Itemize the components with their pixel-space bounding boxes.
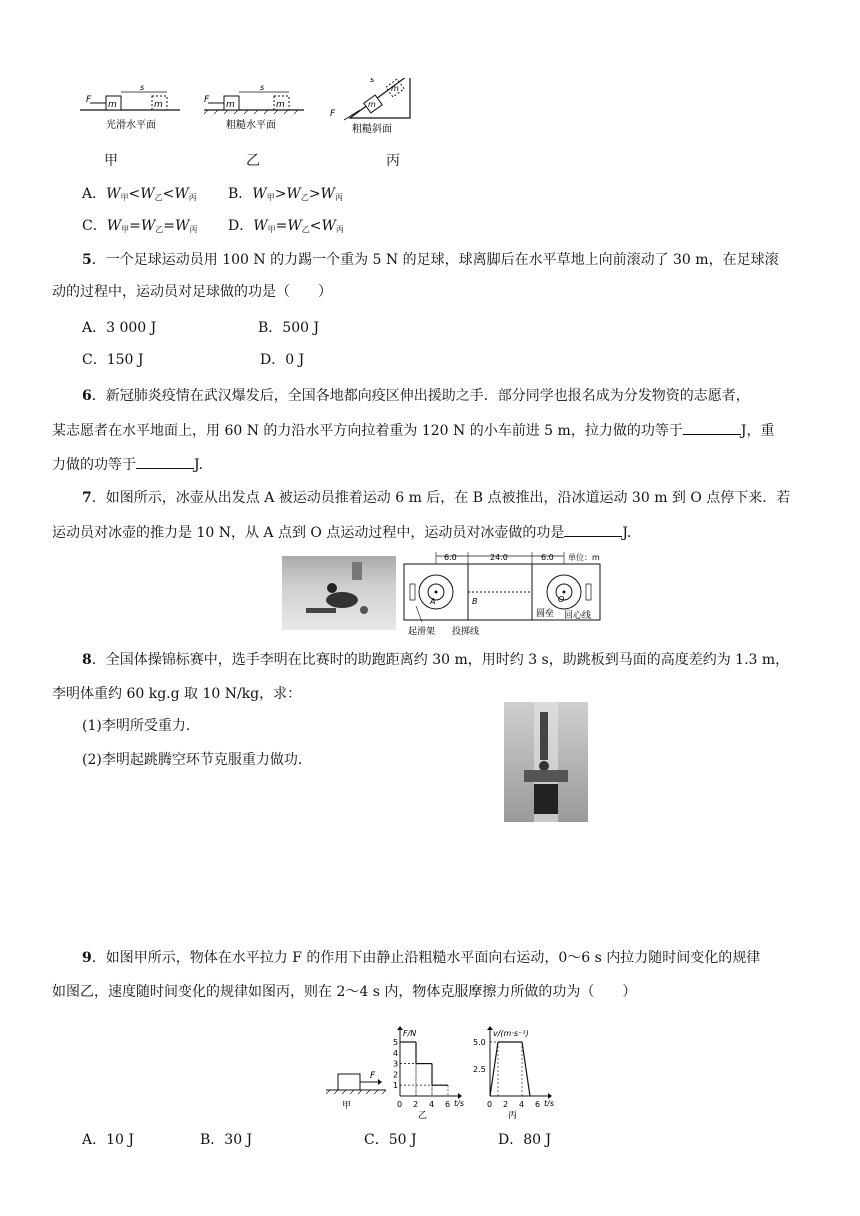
x-tick-label: 0 <box>487 1100 493 1109</box>
q9-velocity-chart <box>468 1012 564 1122</box>
q9-option-d[interactable]: D．80 J <box>498 1132 552 1148</box>
svg-text:s: s <box>260 83 265 92</box>
svg-text:m: m <box>391 84 399 93</box>
svg-text:m: m <box>154 100 163 110</box>
x-axis-label: t/s <box>454 1099 464 1108</box>
svg-text:O: O <box>558 595 565 604</box>
svg-text:投掷线: 投掷线 <box>452 627 480 636</box>
q6-stem-line1: 6．新冠肺炎疫情在武汉爆发后，全国各地都向疫区伸出援助之手．部分同学也报名成为分发物资的志愿者， <box>82 388 750 404</box>
curling-lane-diagram <box>402 550 662 636</box>
q8-stem-line1: 8．全国体操锦标赛中，选手李明在比赛时的助跑距离约 30 m，用时约 3 s，助跳板到马面的高度差约为 1.3 m， <box>82 652 790 668</box>
q4-option-d[interactable]: D．$W_甲=W_乙<W_丙$ <box>228 218 344 234</box>
svg-text:甲: 甲 <box>342 1101 352 1111</box>
svg-text:m: m <box>368 100 376 109</box>
series-segment <box>490 1042 498 1096</box>
svg-text:圆垒: 圆垒 <box>536 609 555 619</box>
x-tick-label: 4 <box>429 1100 435 1109</box>
y-tick-label: 1 <box>393 1081 399 1091</box>
gymnast-photo <box>504 702 588 822</box>
curling-photo <box>282 556 396 630</box>
curling-athlete-image <box>282 556 396 630</box>
q9-option-b[interactable]: B．30 J <box>200 1132 253 1148</box>
q6-stem-line2: 某志愿者在水平地面上，用 60 N 的力沿水平方向拉着重为 120 N 的小车前进 5 m，拉力做的功等于 J，重 <box>52 420 812 441</box>
q8-stem-line2: 李明体重约 60 kg.g 取 10 N/kg，求： <box>52 686 302 702</box>
q5-stem-line2: 动的过程中，运动员对足球做的功是（ ） <box>52 284 332 300</box>
q4-option-a[interactable]: A．$W_甲<W_乙<W_丙$ <box>82 186 197 202</box>
q7-blank[interactable] <box>564 522 622 537</box>
q9-force-chart <box>386 1012 466 1122</box>
q4-option-b[interactable]: B．$W_甲>W_乙>W_丙$ <box>228 186 343 202</box>
q8-sub1: (1)李明所受重力． <box>82 718 200 734</box>
q6-blank-1[interactable] <box>683 420 741 435</box>
chart-label: 乙 <box>418 1111 428 1121</box>
svg-text:光滑水平面: 光滑水平面 <box>106 120 156 131</box>
y-tick-label: 2 <box>393 1070 399 1080</box>
label-bing: 丙 <box>386 153 400 169</box>
label-yi: 乙 <box>246 153 260 169</box>
q7-stem-line1: 7．如图所示，冰壶从出发点 A 被运动员推着运动 6 m 后，在 B 点被推出，沿冰道运动 30 m 到 O 点停下来．若 <box>82 490 791 506</box>
svg-text:B: B <box>472 597 478 606</box>
svg-text:m: m <box>276 100 285 110</box>
svg-text:F: F <box>370 1071 376 1081</box>
svg-text:6.0: 6.0 <box>444 553 457 562</box>
svg-text:F: F <box>86 95 92 105</box>
y-tick-label: 5.0 <box>473 1038 486 1047</box>
q5-option-b[interactable]: B．500 J <box>258 320 320 336</box>
q5-option-c[interactable]: C．150 J <box>82 352 144 368</box>
series-segment <box>522 1042 530 1096</box>
x-tick-label: 4 <box>519 1100 525 1109</box>
svg-text:单位：m: 单位：m <box>568 553 600 562</box>
q9-option-c[interactable]: C．50 J <box>364 1132 417 1148</box>
y-tick-label: 2.5 <box>473 1065 486 1074</box>
q9-stem-line1: 9．如图甲所示，物体在水平拉力 F 的作用下由静止沿粗糙水平面向右运动，0～6 s 内拉力随时间变化的规律 <box>82 950 761 966</box>
svg-text:F: F <box>204 95 210 105</box>
q6-stem-line3: 力做的功等于 J. <box>52 454 812 475</box>
panel-smooth <box>80 83 180 131</box>
svg-text:粗糙斜面: 粗糙斜面 <box>352 124 392 135</box>
label-jia: 甲 <box>104 153 118 169</box>
q9-option-a[interactable]: A．10 J <box>82 1132 134 1148</box>
svg-text:24.0: 24.0 <box>490 553 508 562</box>
y-axis-label: v/(m·s⁻¹) <box>493 1029 529 1038</box>
y-axis-label: F/N <box>403 1029 417 1038</box>
x-tick-label: 6 <box>535 1100 541 1109</box>
svg-text:6.0: 6.0 <box>541 553 554 562</box>
svg-text:F: F <box>330 109 336 119</box>
x-tick-label: 6 <box>445 1100 451 1109</box>
svg-text:回心线: 回心线 <box>564 611 592 621</box>
q8-sub2: (2)李明起跳腾空环节克服重力做功． <box>82 752 312 768</box>
svg-text:s: s <box>140 83 145 92</box>
x-tick-label: 2 <box>503 1100 509 1109</box>
force-time-chart-svg <box>386 1012 466 1122</box>
q5-option-d[interactable]: D．0 J <box>260 352 305 368</box>
x-tick-label: 0 <box>397 1100 403 1109</box>
svg-text:A: A <box>430 597 436 606</box>
panel-rough <box>204 83 304 131</box>
svg-text:m: m <box>108 100 117 110</box>
chart-label: 丙 <box>508 1111 518 1121</box>
svg-text:m: m <box>226 100 235 110</box>
q5-option-a[interactable]: A．3 000 J <box>82 320 157 336</box>
q6-blank-2[interactable] <box>136 454 194 469</box>
svg-text:起滑架: 起滑架 <box>408 627 436 636</box>
svg-text:s: s <box>370 78 375 84</box>
velocity-time-chart-svg <box>468 1012 564 1122</box>
x-tick-label: 2 <box>413 1100 419 1109</box>
panel-incline <box>330 78 410 135</box>
y-tick-label: 5 <box>393 1038 399 1047</box>
svg-text:粗糙水平面: 粗糙水平面 <box>226 120 276 131</box>
q5-stem-line1: 5．一个足球运动员用 100 N 的力踢一个重为 5 N 的足球，球离脚后在水平草地上向前滚动了 30 m，在足球滚 <box>82 252 779 268</box>
y-tick-label: 3 <box>393 1059 399 1069</box>
q9-block-diagram <box>324 1066 394 1116</box>
q4-option-c[interactable]: C．$W_甲=W_乙=W_丙$ <box>82 218 198 234</box>
q7-stem-line2: 运动员对冰壶的推力是 10 N，从 A 点到 O 点运动过程中，运动员对冰壶做的功是 J. <box>52 522 812 543</box>
y-tick-label: 4 <box>393 1048 399 1058</box>
x-axis-label: t/s <box>544 1099 554 1108</box>
q9-stem-line2: 如图乙，速度随时间变化的规律如图丙，则在 2～4 s 内，物体克服摩擦力所做的功为（ ） <box>52 984 637 1000</box>
